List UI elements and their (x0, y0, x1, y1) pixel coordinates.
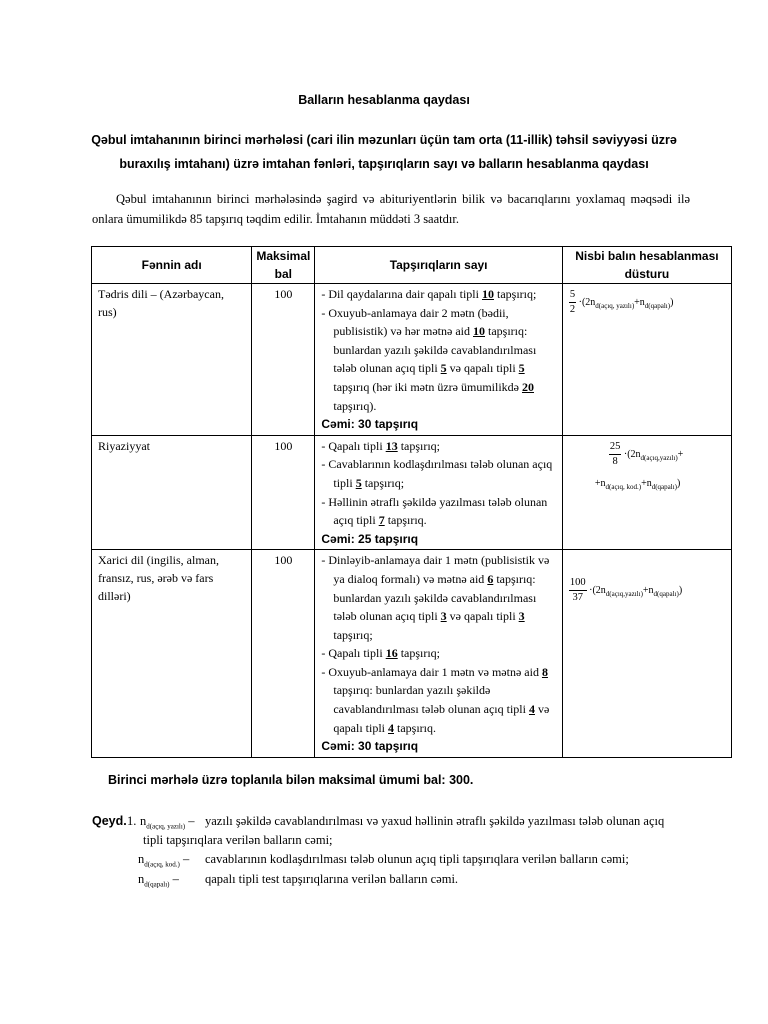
task-total: Cəmi: 30 tapşırıq (321, 739, 419, 754)
header-subject: Fənnin adı (92, 247, 252, 284)
page-title: Balların hesablanma qaydası (298, 93, 470, 107)
intro-line-2: onlara ümumilikdə 85 tapşırıq təqdim edilir. İmtahanın müddəti 3 saatdır. (92, 212, 459, 226)
tasks-cell (315, 284, 563, 436)
formula-fraction: $\frac{5}{2}$ (569, 289, 576, 315)
note-desc-2: cavablarının kodlaşdırılması tələb olunun açıq tipli tapşırıqlara verilən balların cəmi; (205, 852, 629, 866)
intro-paragraph (92, 189, 690, 229)
task-total: Cəmi: 25 tapşırıq (321, 531, 419, 546)
note-desc-3: qapalı tipli test tapşırıqlarına verilən balların cəmi. (205, 872, 459, 886)
header-formula: Nisbi balın hesablanması düsturu (562, 247, 731, 284)
note-term-2: $n_{d(açıq, kod.)}$ – (138, 852, 190, 869)
table-row (92, 435, 732, 550)
task-item: - Qapalı tipli 13 tapşırıq; (321, 438, 441, 453)
formula-fraction: $\frac{25}{8}$ (609, 440, 621, 467)
task-item: - Dinləyib-anlamaya dair 1 mətn (publisistik və ya dialoq formalı) və mətnə aid 6 tapşırıq: bunlardan yazılı şəkildə cavablandırılması tələb olunan açıq tipli 3 və qapalı tipli 3 tapşırıq; (321, 553, 550, 642)
task-item: - Oxuyub-anlamaya dair 1 mətn və mətnə aid 8 tapşırıq: bunlardan yazılı şəkildə cavablandırılması tələb olunan açıq tipli 4 və qapalı tipli 4 tapşırıq. (321, 664, 550, 735)
header-tasks: Tapşırıqların sayı (315, 247, 563, 284)
max-score-cell: 100 (252, 284, 315, 436)
task-item: - Oxuyub-anlamaya dair 2 mətn (bədii, publisistik) və hər mətnə aid 10 tapşırıq: bunlardan yazılı şəkildə cavablandırılması tələb olunan açıq tipli 5 və qapalı tipli 5 tapşırıq (hər iki mətn üzrə ümumilikdə 20 tapşırıq). (321, 305, 537, 413)
tasks-cell (315, 550, 563, 758)
subject-cell: Tədris dili – (Azərbaycan, rus) (92, 284, 252, 436)
note-number: 1. (127, 814, 137, 828)
task-item: - Dil qaydalarına dair qapalı tipli 10 tapşırıq; (321, 287, 537, 301)
note-term-1: $n_{d(açıq, yazılı)}$ – (140, 814, 195, 831)
note-label: Qeyd. (92, 814, 127, 828)
header-max: Maksimal bal (252, 247, 315, 284)
note-term-3: $n_{d(qapalı)}$ – (138, 872, 179, 889)
max-score-cell: 100 (252, 435, 315, 550)
task-total: Cəmi: 30 tapşırıq (321, 417, 419, 432)
tasks-cell (315, 435, 563, 550)
intro-line-1: Qəbul imtahanının birinci mərhələsində şagird və abituriyentlərin bilik və bacarıqlarını yoxlamaq məqsədi ilə (116, 192, 690, 206)
note-desc-1: yazılı şəkildə cavablandırılması və yaxud həllinin ətraflı şəkildə yazılması tələb olunan açıq (205, 814, 665, 828)
task-item: - Qapalı tipli 16 tapşırıq; (321, 646, 441, 661)
scoring-table (91, 246, 732, 758)
subject-cell: Riyaziyyat (92, 435, 252, 550)
formula-cell: $\frac{5}{2}$ $\cdot(2n_{d(açıq, yazılı)}+n_{d(qapalı)})$ (562, 284, 731, 436)
page-subtitle: Qəbul imtahanının birinci mərhələsi (cari ilin məzunları üçün tam orta (11-illik) təhsil səviyyəsi üzrə buraxılış imtahanı) üzrə imtahan fənləri, tapşırıqların sayı və balların hesablanma qaydası (91, 133, 677, 171)
table-row (92, 284, 732, 436)
formula-fraction: $\frac{100}{37}$ (569, 577, 586, 604)
note-desc-1-cont: tipli tapşırıqlara verilən balların cəmi; (143, 833, 333, 847)
task-item: - Həllinin ətraflı şəkildə yazılması tələb olunan açıq tipli 7 tapşırıq. (321, 494, 548, 528)
max-score-cell: 100 (252, 550, 315, 758)
formula-cell: $\frac{25}{8}$ $\cdot(2n_{d(açıq,yazılı)}+$ $+n_{d(açıq, kod.)}+n_{d(qapalı)}$) (562, 435, 731, 550)
formula-cell: $\frac{100}{37}$ $\cdot(2n_{d(açıq,yazılı)}+n_{d(qapalı)})$ (562, 550, 731, 758)
table-row (92, 550, 732, 758)
subject-cell: Xarici dil (ingilis, alman, fransız, rus, ərəb və fars dilləri) (92, 550, 252, 758)
task-item: - Cavablarının kodlaşdırılması tələb olunan açıq tipli 5 tapşırıq; (321, 457, 553, 490)
table-header-row (92, 247, 732, 284)
total-score-line: Birinci mərhələ üzrə toplanıla bilən maksimal ümumi bal: 300. (108, 773, 474, 787)
